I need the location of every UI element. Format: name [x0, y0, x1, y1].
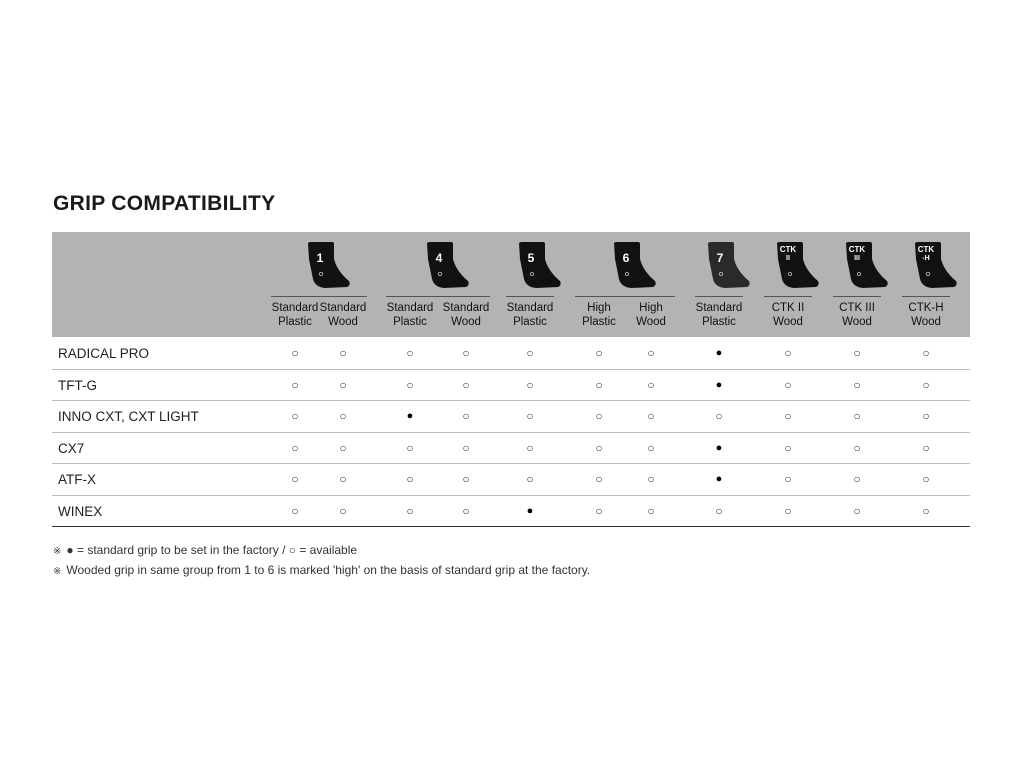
grip-icon: [912, 241, 958, 291]
available-mark: ○: [853, 346, 861, 360]
table-row: [52, 370, 970, 402]
grip-label: 5: [527, 251, 535, 265]
page-title: GRIP COMPATIBILITY: [53, 192, 276, 215]
column-header-line: CTK III: [839, 302, 875, 314]
column-header-line: Standard: [442, 302, 490, 314]
column-header: [380, 301, 440, 329]
available-mark: ○: [462, 346, 470, 360]
footnote-marker: ※: [53, 546, 62, 557]
grip-label: CTK: [848, 245, 866, 254]
grip-label: 4: [435, 251, 443, 265]
standard-grip-mark: ●: [715, 378, 723, 391]
available-mark: ○: [462, 472, 470, 486]
grip-icon-wrap: [424, 241, 470, 296]
available-mark: ○: [462, 503, 470, 518]
table-row: [52, 496, 970, 528]
available-mark: ○: [922, 346, 930, 360]
column-header-line: Plastic: [582, 316, 616, 328]
model-name: RADICAL PRO: [58, 346, 150, 361]
column-header-line: Wood: [842, 316, 872, 328]
footnotes: [53, 541, 590, 581]
group-rule: [764, 296, 812, 297]
available-mark: ○: [526, 440, 534, 455]
group-rule: [695, 296, 743, 297]
column-header-line: Plastic: [513, 316, 547, 328]
available-mark: ○: [784, 503, 792, 518]
available-mark: ○: [339, 409, 347, 423]
grip-icon: [516, 241, 562, 291]
column-header-line: Standard: [506, 302, 554, 314]
available-mark: ○: [647, 377, 655, 392]
available-mark: ○: [595, 409, 603, 423]
available-mark: ○: [291, 440, 299, 455]
available-mark: ○: [647, 503, 655, 518]
available-mark: ○: [406, 346, 414, 360]
model-name: ATF-X: [58, 472, 96, 487]
grip-icon: [774, 241, 820, 291]
table-row: [52, 401, 970, 433]
footnote: [53, 541, 590, 561]
column-header: [569, 301, 629, 329]
column-header-line: CTK-H: [908, 302, 944, 314]
available-mark: ○: [784, 409, 792, 423]
grip-label: CTK: [917, 245, 935, 254]
available-mark: ○: [922, 503, 930, 518]
grip-icon: [843, 241, 889, 291]
column-header: [621, 301, 681, 329]
available-mark: ○: [406, 440, 414, 455]
available-mark: ○: [595, 503, 603, 518]
grip-label: 6: [622, 251, 630, 265]
grip-icon: [705, 241, 751, 291]
available-mark: ○: [462, 440, 470, 455]
group-rule: [506, 296, 554, 297]
column-header: [436, 301, 496, 329]
available-mark: ○: [406, 472, 414, 486]
group-rule: [386, 296, 490, 297]
available-mark: ○: [647, 346, 655, 360]
column-header-line: Wood: [328, 316, 358, 328]
standard-grip-mark: ●: [715, 347, 723, 359]
available-mark: ○: [339, 346, 347, 360]
available-mark: ○: [462, 377, 470, 392]
grip-icon-wrap: [516, 241, 562, 296]
available-mark: ○: [647, 440, 655, 455]
available-mark: ○: [784, 377, 792, 392]
available-mark: ○: [922, 472, 930, 486]
column-header-line: Standard: [319, 302, 367, 314]
grip-icon-wrap: [774, 241, 820, 296]
available-mark: ○: [853, 503, 861, 518]
column-header: [500, 301, 560, 329]
available-mark: ○: [784, 472, 792, 486]
standard-grip-mark: ●: [715, 441, 723, 454]
available-mark: ○: [339, 472, 347, 486]
table-row: [52, 464, 970, 496]
table-header: [52, 232, 970, 337]
available-mark: ○: [595, 472, 603, 486]
available-mark: ○: [291, 346, 299, 360]
group-rule: [575, 296, 675, 297]
column-header: [313, 301, 373, 329]
column-header: [827, 301, 887, 329]
column-header: [689, 301, 749, 329]
available-mark: ○: [526, 346, 534, 360]
model-name: CX7: [58, 440, 85, 456]
available-mark: ○: [853, 440, 861, 455]
group-rule: [902, 296, 950, 297]
column-header: [758, 301, 818, 329]
available-mark: ○: [291, 409, 299, 423]
column-header-line: Wood: [451, 316, 481, 328]
column-header: [896, 301, 956, 329]
available-mark: ○: [291, 472, 299, 486]
available-mark: ○: [853, 472, 861, 486]
available-mark: ○: [339, 503, 347, 518]
grip-icon: [424, 241, 470, 291]
available-mark: ○: [647, 409, 655, 423]
available-mark: ○: [595, 377, 603, 392]
available-mark: ○: [715, 503, 723, 518]
standard-grip-mark: ●: [406, 410, 414, 422]
column-header-line: CTK II: [771, 302, 805, 314]
grip-label: -H: [922, 255, 930, 262]
table-row: [52, 433, 970, 465]
grip-icon: [611, 241, 657, 291]
available-mark: ○: [291, 503, 299, 518]
column-header-line: High: [587, 302, 611, 314]
column-header-line: Plastic: [278, 316, 312, 328]
column-header-line: Plastic: [393, 316, 427, 328]
compatibility-table-body: [52, 338, 970, 527]
available-mark: ○: [526, 377, 534, 392]
group-rule: [271, 296, 367, 297]
footnote: [53, 561, 590, 581]
column-header-line: Standard: [271, 302, 319, 314]
group-rule: [833, 296, 881, 297]
standard-grip-mark: ●: [715, 473, 723, 485]
available-mark: ○: [406, 377, 414, 392]
footnote-text: Wooded grip in same group from 1 to 6 is marked 'high' on the basis of standard grip at the factory.: [66, 563, 591, 577]
available-mark: ○: [462, 409, 470, 423]
available-mark: ○: [853, 409, 861, 423]
grip-icon-wrap: [611, 241, 657, 296]
available-mark: ○: [784, 346, 792, 360]
grip-label: CTK: [779, 245, 797, 254]
column-header-line: Wood: [911, 316, 941, 328]
grip-label: 7: [716, 251, 724, 265]
available-mark: ○: [526, 472, 534, 486]
available-mark: ○: [922, 409, 930, 423]
grip-icon-wrap: [843, 241, 889, 296]
column-header-line: Standard: [386, 302, 434, 314]
grip-icon-wrap: [705, 241, 751, 296]
table-row: [52, 338, 970, 370]
available-mark: ○: [406, 503, 414, 518]
model-name: TFT-G: [58, 377, 97, 393]
available-mark: ○: [595, 440, 603, 455]
model-name: WINEX: [58, 503, 103, 519]
available-mark: ○: [339, 440, 347, 455]
column-header-line: Wood: [636, 316, 666, 328]
footnote-text: ● = standard grip to be set in the factory / ○ = available: [66, 543, 358, 557]
column-header-line: High: [639, 302, 663, 314]
grip-label: III: [854, 255, 860, 262]
grip-icon-wrap: [912, 241, 958, 296]
footnote-marker: ※: [53, 566, 62, 577]
column-header-line: Standard: [695, 302, 743, 314]
available-mark: ○: [784, 440, 792, 455]
standard-grip-mark: ●: [526, 504, 534, 517]
grip-icon-wrap: [305, 241, 351, 296]
grip-label: 1: [316, 251, 324, 265]
available-mark: ○: [291, 377, 299, 392]
available-mark: ○: [853, 377, 861, 392]
available-mark: ○: [922, 440, 930, 455]
available-mark: ○: [647, 472, 655, 486]
grip-label: II: [786, 255, 790, 262]
column-header-line: Plastic: [702, 316, 736, 328]
available-mark: ○: [922, 377, 930, 392]
available-mark: ○: [595, 346, 603, 360]
column-header-line: Wood: [773, 316, 803, 328]
grip-icon: [305, 241, 351, 291]
available-mark: ○: [339, 377, 347, 392]
model-name: INNO CXT, CXT LIGHT: [58, 409, 199, 424]
available-mark: ○: [715, 409, 723, 423]
available-mark: ○: [526, 409, 534, 423]
